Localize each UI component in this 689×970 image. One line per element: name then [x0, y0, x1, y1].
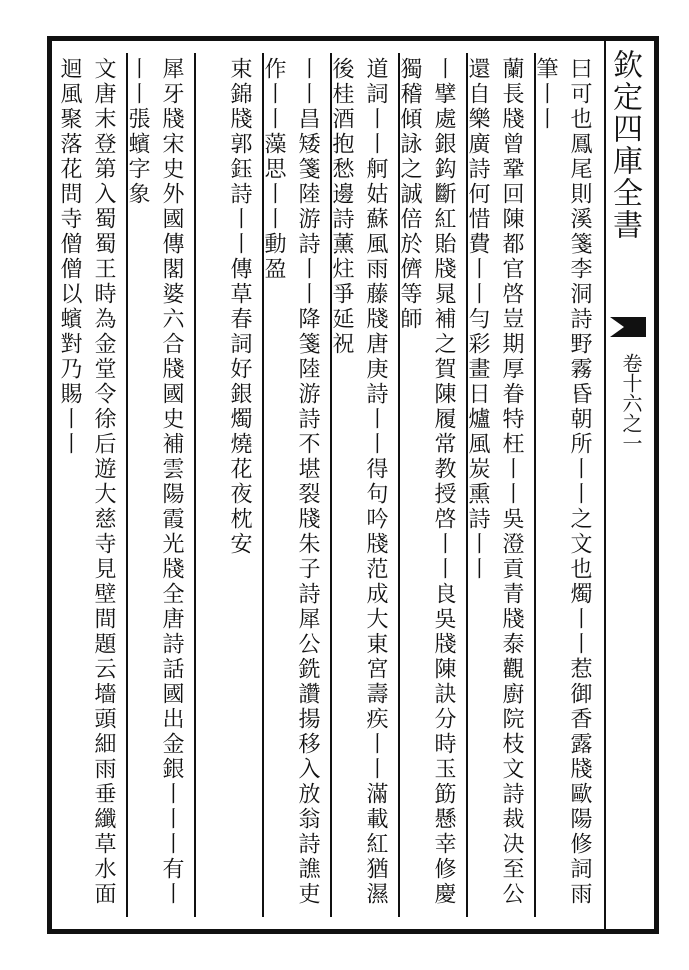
column-text: 丨擘處銀鈎斷紅貽牋晁補之賀陳履常教授啓丨丨良吳牋陳訣分時玉筯懸幸修慶獨稽傾詠之誠倍於儕等師 [397, 57, 456, 907]
header-band [604, 41, 648, 929]
text-columns [57, 53, 602, 917]
text-column [534, 53, 602, 917]
column-text: 曰可也鳳尾則溪箋李洞詩野霧昏朝所丨丨之文也燭丨丨惹御香露牋歐陽修詞雨筆丨丨 [533, 57, 592, 907]
text-column [194, 53, 262, 917]
text-column [398, 53, 466, 917]
column-text: 犀牙牋宋史外國傳閣婆六合牋國史補雲陽霞光牋全唐詩話國出金銀丨丨丨有丨丨丨張蠙字象 [125, 57, 184, 907]
text-column [57, 53, 126, 917]
text-column [126, 53, 194, 917]
column-text: 道詞丨丨舸姑蘇風雨藤牋唐庚詩丨丨得句吟牋范成大東宮壽疾丨丨滿載紅猶濕後桂酒抱愁邊詩薰炷爭延祝 [329, 57, 388, 907]
text-column [330, 53, 398, 917]
fish-tail-ornament-icon [610, 313, 646, 341]
volume-label: 卷十六之一 [619, 353, 643, 453]
column-text: 蘭長牋曾鞏回陳都官啓豈期厚眷特枉丨丨吳澄貢青牋泰觀廚院枝文詩裁决至公還自樂廣詩何惜費丨丨勻彩畫日爐風炭熏詩丨丨 [465, 57, 524, 907]
book-title: 欽定四庫全書 [607, 49, 642, 241]
column-text: 文唐末登第入蜀蜀王時為金堂令徐后遊大慈寺見壁間題云墻頭細雨垂纖草水面迴風聚落花問寺僧僧以蠙對乃賜丨丨 [57, 57, 116, 907]
column-text: 束錦牋郭鈺詩丨丨傳草春詞好銀燭燒花夜枕安 [227, 57, 252, 557]
text-column [262, 53, 330, 917]
column-text: 丨丨昌矮箋陸游詩丨丨降箋陸游詩不堪裂牋朱子詩犀公銑讚揚移入放翁詩譙吏作丨丨藻思丨丨動盈 [261, 57, 320, 907]
page-frame [47, 36, 659, 934]
text-column [466, 53, 534, 917]
